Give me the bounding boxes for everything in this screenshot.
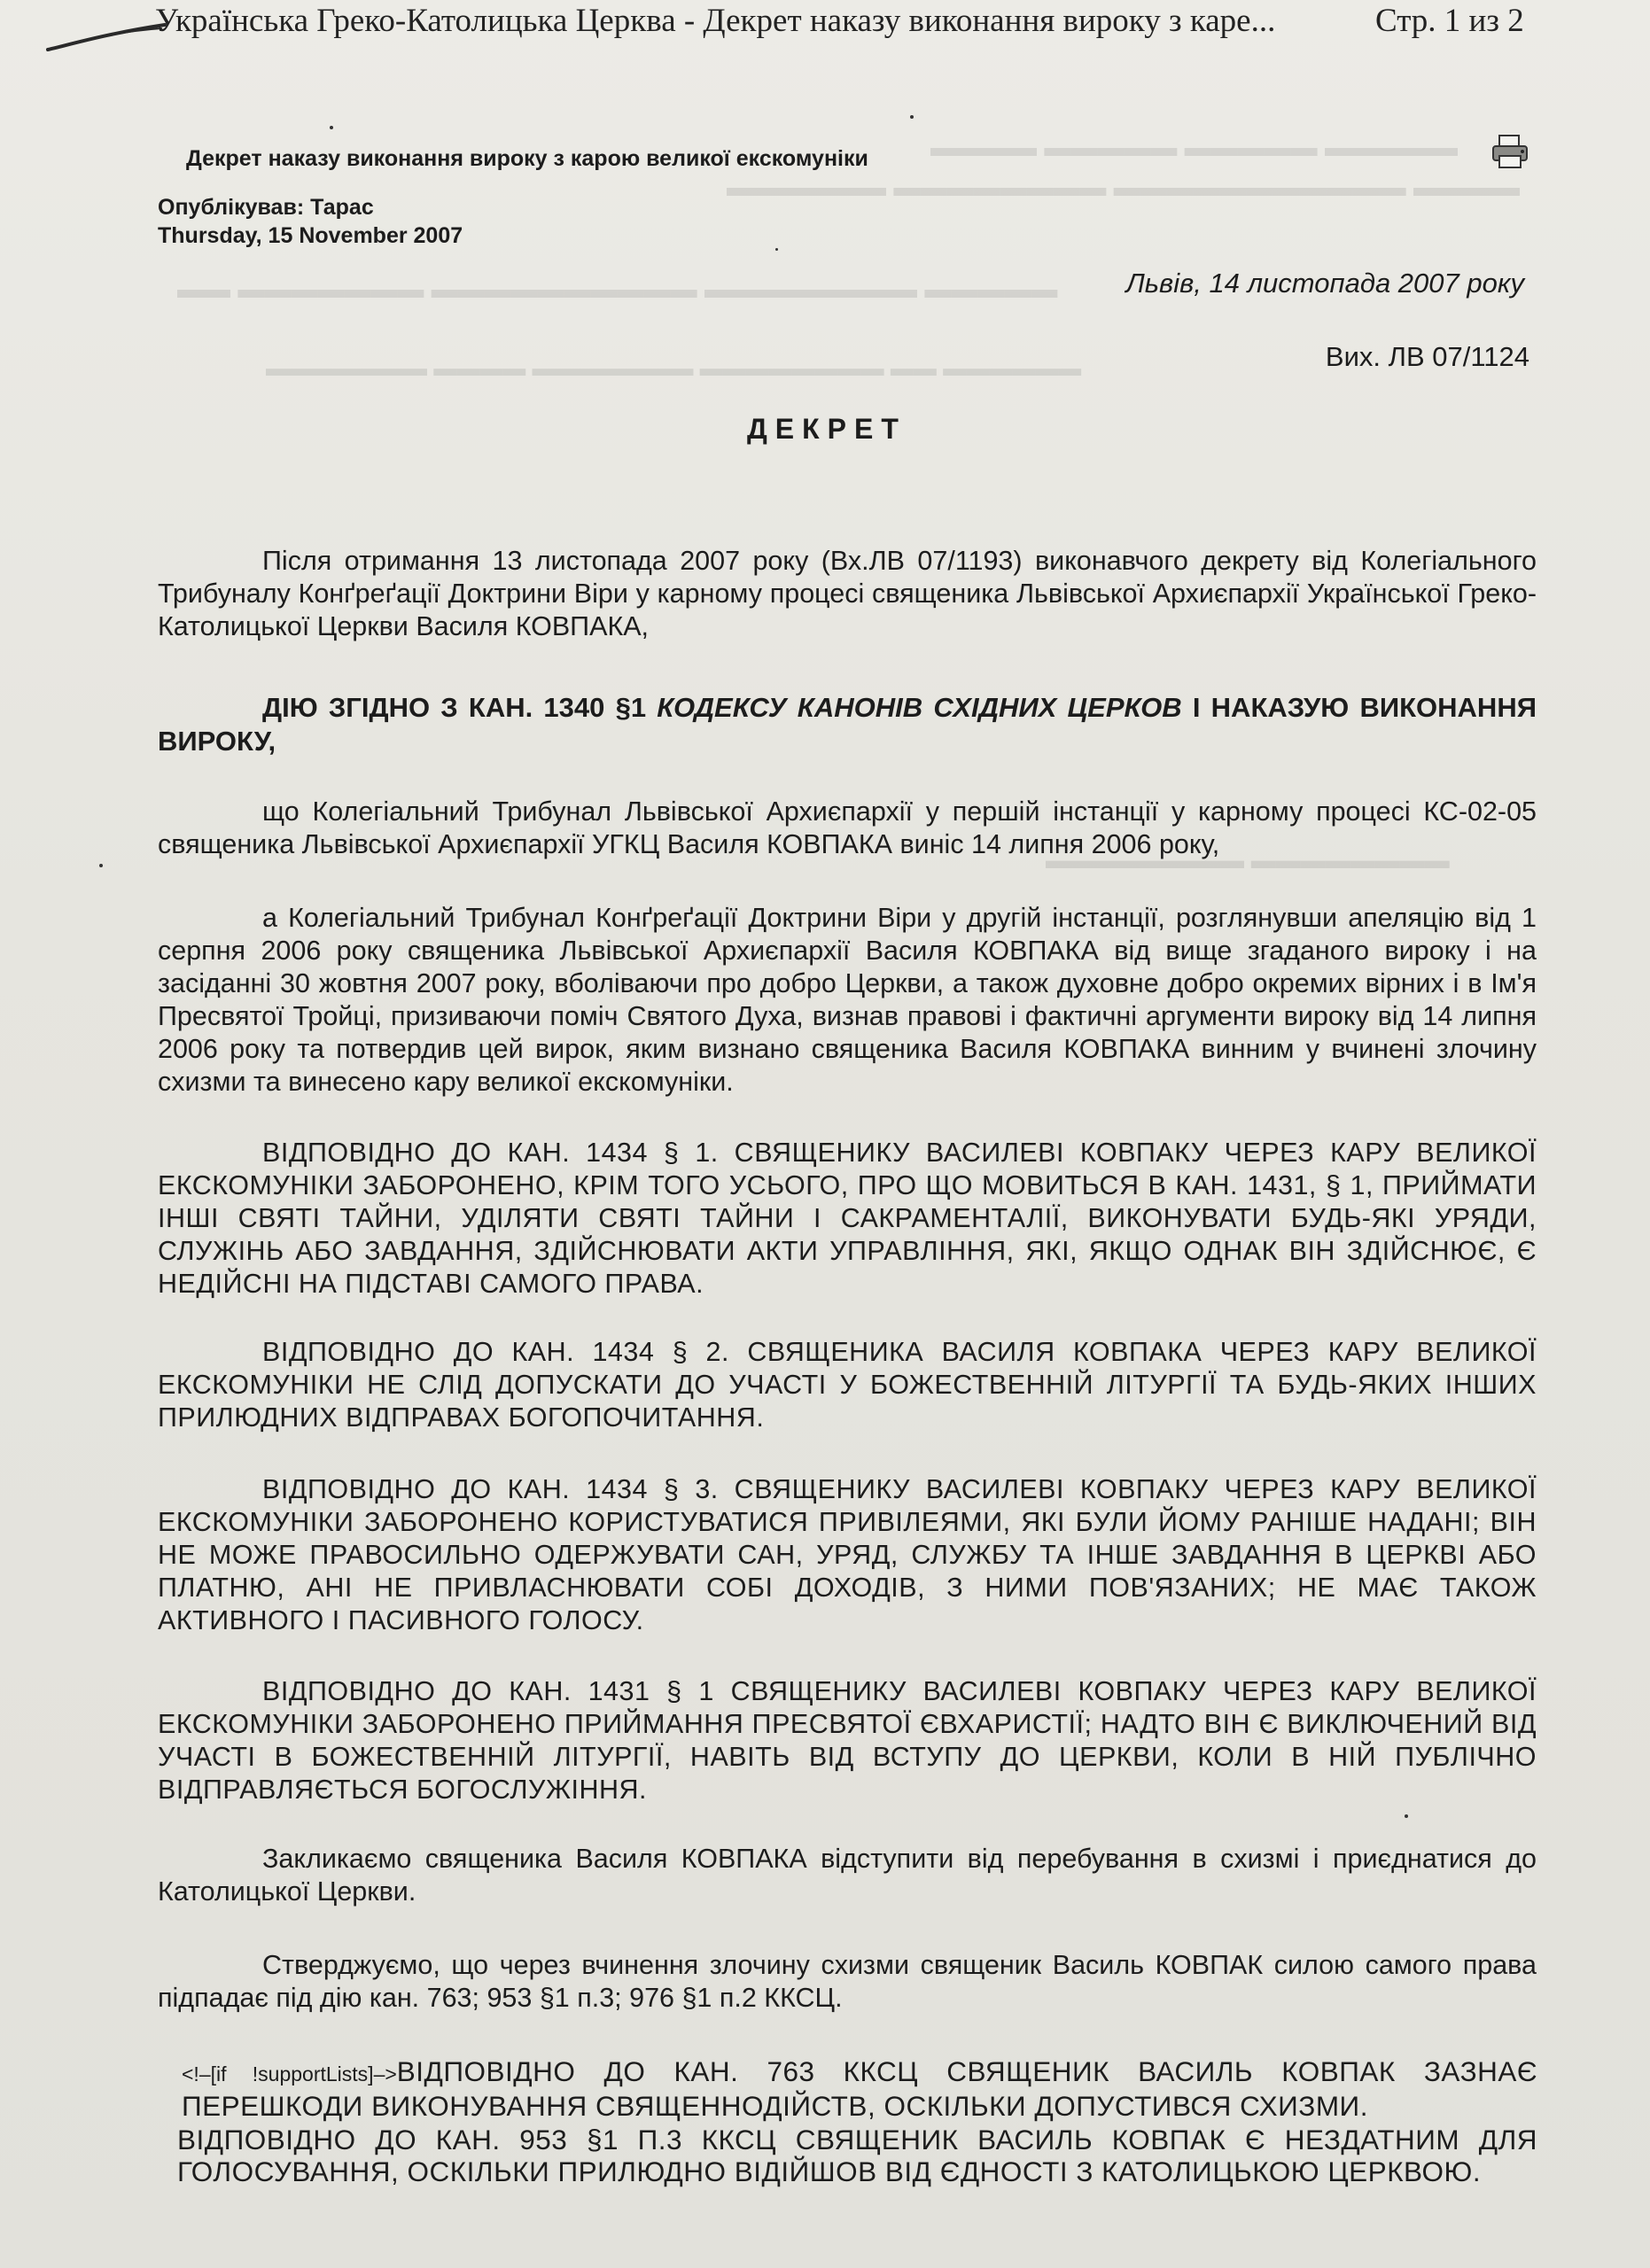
paragraph-first-instance: що Колегіальний Трибунал Львівської Архиєпархії у першій інстанції у карному процесі КС-02-05 священика Львівської Архиєпархії УГКЦ Василя КОВПАКА виніс 14 липня 2006 року, xyxy=(158,796,1537,859)
article-title: Декрет наказу виконання вироку з карою великої екскомуніки xyxy=(186,146,868,171)
paragraph-canon-953: ВІДПОВІДНО ДО КАН. 953 §1 П.3 ККСЦ СВЯЩЕНИК ВАСИЛЬ КОВПАК Є НЕЗДАТНИМ ДЛЯ ГОЛОСУВАННЯ, ОСКІЛЬКИ ПРИЛЮДНО ВІДІЙШОВ ВІД ЄДНОСТІ З КАТОЛИЦЬКОЮ ЦЕРКВОЮ. xyxy=(177,2124,1537,2187)
scan-speck xyxy=(99,864,103,867)
decree-heading: ДЕКРЕТ xyxy=(747,413,907,445)
paragraph-confirmation: Стверджуємо, що через вчинення злочину схизми священик Василь КОВПАК силою самого права підпадає під дію кан. 763; 953 §1 п.3; 976 §1 п.2 ККСЦ. xyxy=(158,1950,1537,2013)
paragraph-canon-1434-1: ВІДПОВІДНО ДО КАН. 1434 § 1. СВЯЩЕНИКУ ВАСИЛЕВІ КОВПАКУ ЧЕРЕЗ КАРУ ВЕЛИКОЇ ЕКСКОМУНІКИ ЗАБОРОНЕНО, КРІМ ТОГО УСЬОГО, ПРО ЩО МОВИТЬСЯ В КАН. 1431, § 1, ПРИЙМАТИ ІНШІ СВЯТІ ТАЙНИ, УДІЛЯТИ СВЯТІ ТАЙНИ І САКРАМЕНТАЛІЇ, ВИКОНУВАТИ БУДЬ-ЯКІ УРЯДИ, СЛУЖІНЬ АБО ЗАВДАННЯ, ЗДІЙСНЮВАТИ АКТИ УПРАВЛІННЯ, ЯКІ, ЯКЩО ОДНАК ВІН ЗДІЙСНЮЄ, Є НЕДІЙСНІ НА ПІДСТАВІ САМОГО ПРАВА. xyxy=(158,1138,1537,1299)
paragraph-receipt: Після отримання 13 листопада 2007 року (Вх.ЛВ 07/1193) виконавчого декрету від Колегіального Трибуналу Конґреґації Доктрини Віри у карному процесі священика Львівської Архиєпархії Української Греко-Католицької Церкви Василя КОВПАКА, xyxy=(158,546,1537,641)
publication-info xyxy=(158,193,463,250)
canon-763-text: ВІДПОВІДНО ДО КАН. 763 ККСЦ СВЯЩЕНИК ВАСИЛЬ КОВПАК ЗАЗНАЄ ПЕРЕШКОДИ ВИКОНУВАННЯ СВЯЩЕННОДІЙСТВ, ОСКІЛЬКИ ДОПУСТИВСЯ СХИЗМИ. xyxy=(182,2055,1537,2122)
print-icon[interactable] xyxy=(1490,133,1531,170)
paragraph-canon-1434-3: ВІДПОВІДНО ДО КАН. 1434 § 3. СВЯЩЕНИКУ ВАСИЛЕВІ КОВПАКУ ЧЕРЕЗ КАРУ ВЕЛИКОЇ ЕКСКОМУНІКИ ЗАБОРОНЕНО КОРИСТУВАТИСЯ ПРИВІЛЕЯМИ, ЯКІ БУЛИ ЙОМУ РАНІШЕ НАДАНІ; ВІН НЕ МОЖЕ ПРАВОСИЛЬНО ОДЕРЖУВАТИ САН, УРЯД, СЛУЖБУ ТА ІНШЕ ЗАВДАННЯ В ЦЕРКВІ АБО ПЛАТНЮ, АНІ НЕ ПРИВЛАСНЮВАТИ СОБІ ДОХОДІВ, З НИМИ ПОВ'ЯЗАНИХ; НЕ МАЄ ТАКОЖ АКТИВНОГО І ПАСИВНОГО ГОЛОСУ. xyxy=(158,1474,1537,1635)
bleed-through-text: ▬▬▬▬▬▬▬▬ ▬▬▬▬▬▬▬▬ xyxy=(1046,846,1450,874)
browser-print-header-title: Українська Греко-Католицька Церква - Декрет наказу виконання вироку з каре... xyxy=(155,3,1276,39)
paragraph-canon-1434-2: ВІДПОВІДНО ДО КАН. 1434 § 2. СВЯЩЕНИКА ВАСИЛЯ КОВПАКА ЧЕРЕЗ КАРУ ВЕЛИКОЇ ЕКСКОМУНІКИ НЕ СЛІД ДОПУСКАТИ ДО УЧАСТІ У БОЖЕСТВЕННІЙ ЛІТУРГІЇ ТА БУДЬ-ЯКИХ ІНШИХ ПРИЛЮДНИХ ВІДПРАВАХ БОГОПОЧИТАННЯ. xyxy=(158,1337,1537,1433)
paragraph-second-instance: а Колегіальний Трибунал Конґреґації Доктрини Віри у другій інстанції, розглянувши апеляцію від 1 серпня 2006 року священика Львівської Архиєпархії Василя КОВПАКА від вище згаданого вироку і на засіданні 30 жовтня 2007 року, вболіваючи про добро Церкви, а також духовне добро окремих вірних і в Ім'я Пресвятої Тройці, призиваючи поміч Святого Духа, визнав правові і фактичні аргументи вироку від 14 липня 2006 року та потвердив цей вирок, яким визнано священика Василя КОВПАКА винним у вчинені злочину схизми та винесено кару великої екскомуніки. xyxy=(158,903,1537,1097)
bleed-through-text: ▬▬▬▬ ▬▬▬▬▬ ▬▬▬▬▬ ▬▬▬▬▬ xyxy=(930,133,1459,162)
bleed-through-text: ▬▬▬▬▬▬ ▬▬▬▬▬▬▬▬ ▬▬▬▬▬▬▬▬▬▬▬ ▬▬▬▬ xyxy=(727,173,1521,202)
paragraph-canon-763 xyxy=(182,2055,1537,2122)
paragraph-order xyxy=(158,691,1537,758)
leftover-html-markup: <!–[if !supportLists]–> xyxy=(182,2062,397,2085)
published-by: Опублікував: Тарас xyxy=(158,195,374,220)
order-text-end: І НАКАЗУЮ ВИКОНАННЯ ВИРОКУ, xyxy=(158,692,1537,757)
scan-speck xyxy=(330,126,333,129)
scan-speck xyxy=(910,115,914,119)
bleed-through-text: ▬▬▬▬▬▬▬ ▬▬▬▬ ▬▬▬▬▬▬▬ ▬▬▬▬▬▬▬▬ ▬▬ ▬▬▬▬▬▬ xyxy=(266,354,1082,381)
order-text-start: ДІЮ ЗГІДНО З КАН. 1340 §1 xyxy=(262,692,658,723)
scan-speck xyxy=(1405,1814,1408,1818)
published-date: Thursday, 15 November 2007 xyxy=(158,223,463,248)
pen-stroke-mark xyxy=(44,9,168,53)
paragraph-appeal: Закликаємо священика Василя КОВПАКА відступити від перебування в схизмі і приєднатися до Католицької Церкви. xyxy=(158,1844,1537,1907)
order-text-code-reference: КОДЕКСУ КАНОНІВ СХІДНИХ ЦЕРКОВ xyxy=(657,692,1182,723)
outgoing-number: Вих. ЛВ 07/1124 xyxy=(1325,341,1529,372)
paragraph-canon-1431-1: ВІДПОВІДНО ДО КАН. 1431 § 1 СВЯЩЕНИКУ ВАСИЛЕВІ КОВПАКУ ЧЕРЕЗ КАРУ ВЕЛИКОЇ ЕКСКОМУНІКИ ЗАБОРОНЕНО ПРИЙМАННЯ ПРЕСВЯТОЇ ЄВХАРИСТІЇ; НАДТО ВІН Є ВИКЛЮЧЕНИЙ ВІД УЧАСТІ В БОЖЕСТВЕННІЙ ЛІТУРГІЇ, НАВІТЬ ВІД ВСТУПУ ДО ЦЕРКВИ, КОЛИ В НІЙ ПУБЛІЧНО ВІДПРАВЛЯЄТЬСЯ БОГОСЛУЖІННЯ. xyxy=(158,1676,1537,1805)
scan-speck xyxy=(775,248,778,251)
bleed-through-text: ▬▬ ▬▬▬▬▬▬▬ ▬▬▬▬▬▬▬▬▬▬ ▬▬▬▬▬▬▬▬ ▬▬▬▬▬ xyxy=(177,275,1058,304)
browser-print-page-indicator: Стр. 1 из 2 xyxy=(1375,3,1524,39)
place-date: Львів, 14 листопада 2007 року xyxy=(1125,268,1524,299)
